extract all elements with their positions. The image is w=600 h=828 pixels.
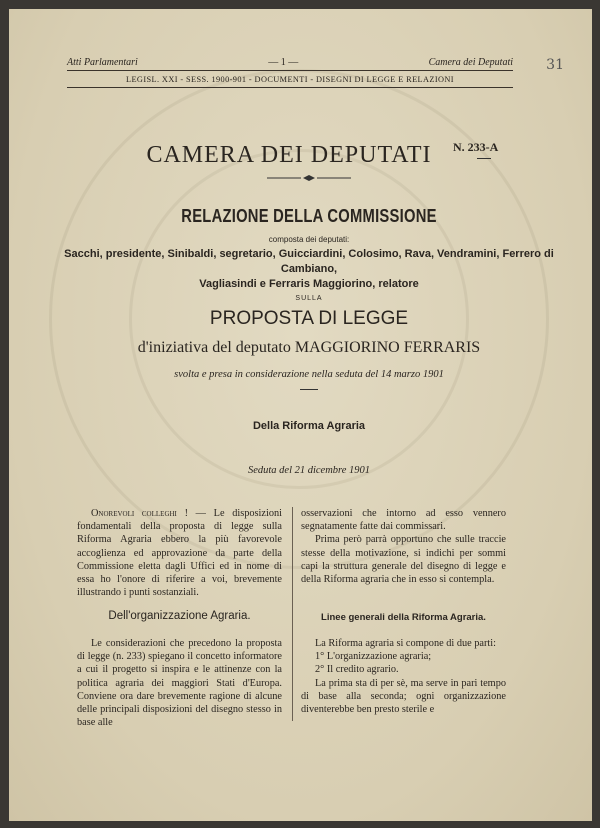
members-line-1: Sacchi, presidente, Sinibaldi, segretario, Guicciardini, Colosimo, Rava, Vendramini, Ferrero di Cambiano, — [64, 248, 554, 275]
iniziativa-line: d'iniziativa del deputato MAGGIORINO FERRARIS — [137, 339, 481, 356]
list-item-1: 1° L'organizzazione agraria; — [315, 651, 432, 663]
members-line-2: Vagliasindi e Ferraris Maggiorino, relatore — [199, 278, 419, 290]
running-head-center: — 1 — — [268, 57, 299, 68]
running-head-left: Atti Parlamentari — [67, 57, 138, 68]
left-column-intro — [77, 507, 282, 599]
composta-label: composta dei deputati: — [268, 235, 350, 244]
section-heading-left: Dell'organizzazione Agraria. — [108, 610, 251, 622]
relazione-title: RELAZIONE DELLA COMMISSIONE — [181, 206, 437, 226]
svolta-line: svolta e presa in considerazione nella seduta del 14 marzo 1901 — [174, 369, 444, 380]
left-paragraph-1: Le disposizioni fondamentali della proposta di legge sulla Riforma Agraria ebbero la più favorevole accoglienza ed approvazione da parte della Commissione eletta dagli Uffici ed in nome di essa ho l'onore di riferire a voi, brevemente illustrando i punti sostanziali. — [77, 508, 282, 599]
subject-title: Della Riforma Agraria — [252, 420, 366, 432]
right-paragraph-1: osservazioni che intorno ad esso vennero segnatamente fatte dai commissari. — [301, 508, 506, 533]
list-item-2: 2° Il credito agrario. — [315, 664, 399, 676]
left-column-body — [77, 637, 282, 729]
doc-number — [453, 140, 498, 159]
ornament-divider — [267, 175, 351, 181]
running-head-right: Camera dei Deputati — [428, 57, 513, 68]
salutation: Onorevoli colleghi ! — — [91, 508, 206, 519]
right-paragraph-4: La prima sta di per sè, ma serve in pari tempo di base alla seconda; ogni organizzazione diventerebbe ben presto sterile e — [301, 677, 506, 716]
right-paragraph-3: La Riforma agraria si compone di due parti: — [315, 638, 496, 649]
right-column-intro — [301, 507, 506, 586]
camera-title: CAMERA DEI DEPUTATI — [146, 142, 432, 168]
document-page — [9, 9, 592, 821]
commission-members — [49, 247, 569, 292]
right-paragraph-2: Prima però parrà opportuno che sulle traccie stesse della motivazione, si indichi per sommi capi la struttura generale del disegno di legge e della Riforma agraria che in esso si contempla. — [301, 534, 506, 586]
running-head — [67, 57, 513, 68]
column-divider — [292, 507, 293, 721]
sub-head: LEGISL. XXI - SESS. 1900-901 - DOCUMENTI - DISEGNI DI LEGGE E RELAZIONI — [126, 75, 454, 84]
page-number: 31 — [546, 57, 564, 73]
doc-number-dash — [477, 158, 491, 159]
proposta-title: PROPOSTA DI LEGGE — [209, 308, 409, 329]
header-rule-bottom — [67, 87, 513, 88]
doc-number-text: N. 233-A — [453, 140, 499, 154]
right-column-body — [301, 637, 506, 716]
left-paragraph-2: Le considerazioni che precedono la proposta di legge (n. 233) spiegano il concetto informatore a cui il progetto si inspira e le attinenze con la politica agraria dei maggiori Stati d'Europa. Conviene ora dare brevemente ragione di alcune delle principali disposizioni del disegno stesso in base alle — [77, 638, 282, 729]
header-rule-top — [67, 70, 513, 71]
sulla-label: SULLA — [295, 295, 323, 302]
short-rule — [300, 389, 318, 390]
seduta-date: Seduta del 21 dicembre 1901 — [247, 465, 371, 476]
section-heading-right: Linee generali della Riforma Agraria. — [321, 612, 486, 623]
